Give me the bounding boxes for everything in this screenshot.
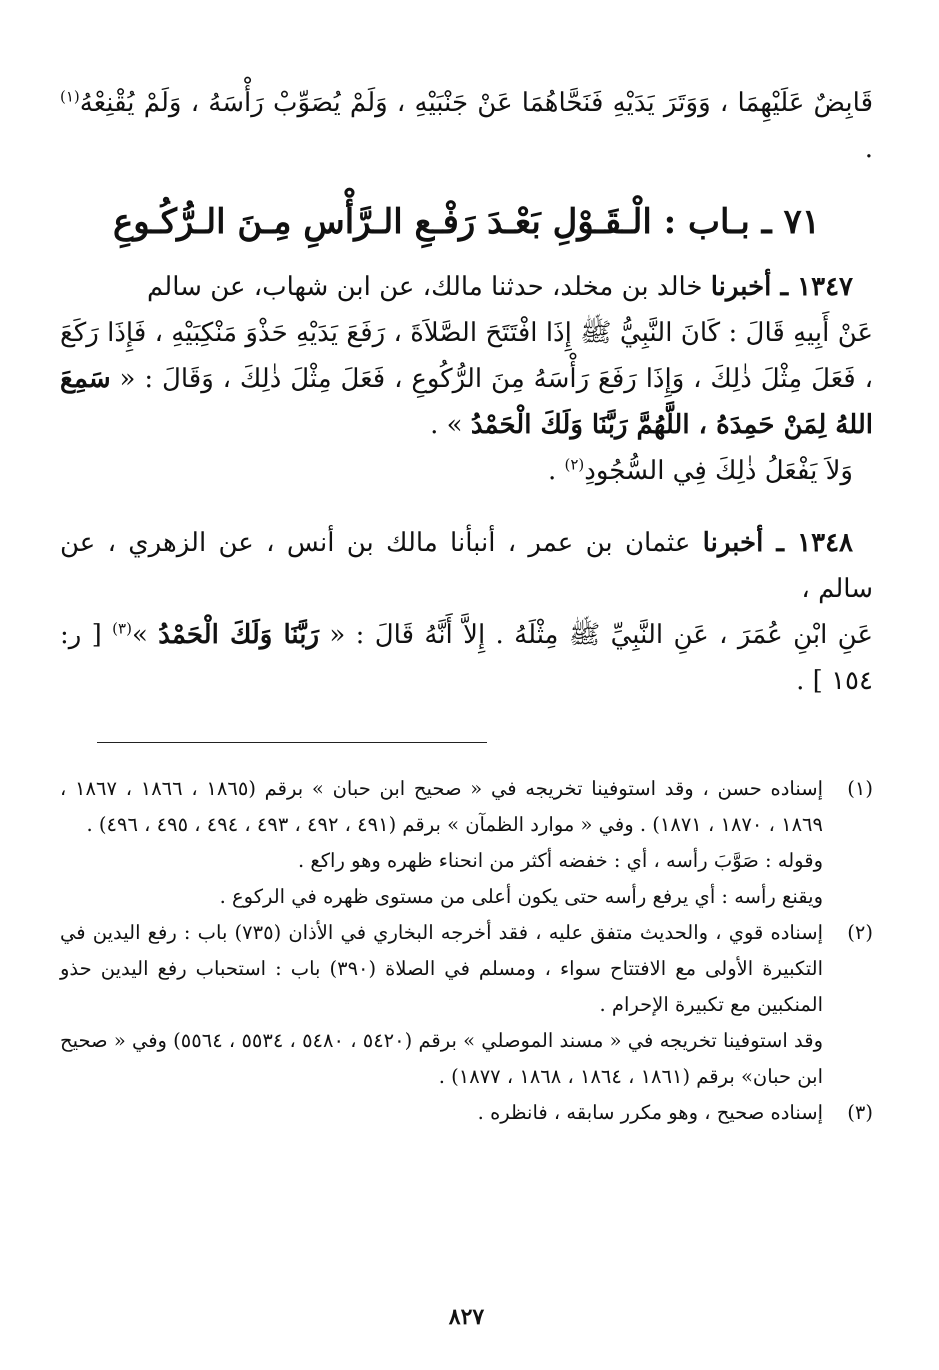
page [60,80,873,1330]
dua-text: سَمِعَ اللهُ لِمَنْ حَمِدَهُ ، اللَّهُمَّ رَبَّنَا وَلَكَ الْحَمْدُ [60,364,873,440]
footnote-number: (٣) [847,1101,873,1124]
footnote-paragraph: إسناده صحيح ، وهو مكرر سابقه ، فانظره . [477,1101,823,1124]
opening-end: . [864,134,873,164]
matn-close: » . [430,410,471,440]
hadith-number: ١٣٤٧ ـ [771,272,853,302]
footnote-3 [60,1095,873,1131]
footnote-body [60,915,823,1095]
footnote-1 [60,771,873,915]
footnote-paragraph: وقوله : صَوَّبَ رأسه ، أي : خفضه أكثر من انحناء ظهره وهو راكع . [297,849,823,872]
ikhbar-word: أخبرنا [710,272,772,302]
cross-reference: [ ر: ١٥٤ ] . [60,620,873,696]
footnote-ref-1: (١) [60,87,80,106]
footnote-ref-3: (٣) [112,619,132,638]
footnote-paragraph: إسناده حسن ، وقد استوفينا تخريجه في « صحيح ابن حبان » برقم (١٨٦٥ ، ١٨٦٦ ، ١٨٦٧ ، ١٨٦٩ ، ١٨٧٠ ، ١٨٧١) . وفي « موارد الظمآن » برقم (٤٩١ ، ٤٩٢ ، ٤٩٣ ، ٤٩٤ ، ٤٩٥ ، ٤٩٦) . [60,777,823,836]
matn-close: » [131,620,159,650]
main-text [60,80,873,704]
footnote-paragraph: وقد استوفينا تخريجه في « مسند الموصلي » برقم (٥٤٢٠ ، ٥٤٨٠ ، ٥٥٣٤ ، ٥٥٦٤) وفي « صحيح ابن حبان» برقم (١٨٦١ ، ١٨٦٤ ، ١٨٦٨ ، ١٨٧٧) . [60,1029,823,1088]
hadith-1347-isnad [60,264,873,310]
opening-paragraph [60,80,873,172]
footnote-number: (١) [847,777,873,800]
matn-text: عَنِ ابْنِ عُمَرَ ، عَنِ النَّبِيِّ ﷺ مِثْلَهُ . إِلاَّ أَنَّهُ قَالَ : « [319,620,873,650]
ikhbar-word: أخبرنا [702,528,764,558]
footnote-body [60,1095,823,1131]
matn-text: عَنْ أَبِيهِ قَالَ : كَانَ النَّبِيُّ ﷺ إِذَا افْتَتَحَ الصَّلاَةَ ، رَفَعَ يَدَيْهِ حَذْوَ مَنْكِبَيْهِ ، فَإِذَا رَكَعَ ، فَعَلَ مِثْلَ ذٰلِكَ ، وَإِذَا رَفَعَ رَأْسَهُ مِنَ الرُّكُوعِ ، فَعَلَ مِثْلَ ذٰلِكَ ، وَقَالَ : « [60,318,873,394]
footnote-ref-2: (٢) [564,455,585,474]
opening-text: قَابِضٌ عَلَيْهِمَا ، وَوَتَرَ يَدَيْهِ فَنَحَّاهُمَا عَنْ جَنْبَيْهِ ، وَلَمْ يُصَوِّبْ رَأْسَهُ ، وَلَمْ يُقْنِعْهُ [79,88,873,118]
hadith-number: ١٣٤٨ ـ [763,528,853,558]
hadith-1347-matn [60,310,873,448]
chapter-heading: ٧١ ـ بـاب : الْـقَـوْلِ بَعْـدَ رَفْـعِ الـرَّأْسِ مِـنَ الـرُّكُـوعِ [112,202,821,242]
dua-text: رَبَّنَا وَلَكَ الْحَمْدُ [158,620,320,650]
footnotes [60,771,873,1131]
hadith-1348-matn [60,612,873,704]
footnote-2 [60,915,873,1095]
page-number: ٨٢٧ [448,1304,485,1330]
footnote-separator [97,742,487,743]
footnote-body [60,771,823,915]
isnad-text: خالد بن مخلد، حدثنا مالك، عن ابن شهاب، عن سالم [147,272,711,302]
hadith-1347 [60,264,873,494]
hadith-1348-isnad [60,520,873,612]
hadith-1347-matn-end [60,448,873,494]
matn-text: وَلاَ يَفْعَلُ ذٰلِكَ فِي السُّجُودِ [584,456,853,486]
footnote-paragraph: إسناده قوي ، والحديث متفق عليه ، فقد أخرجه البخاري في الأذان (٧٣٥) باب : رفع اليدين في التكبيرة الأولى مع الافتتاح سواء ، ومسلم في الصلاة (٣٩٠) باب : استحباب رفع اليدين حذو المنكبين مع تكبيرة الإحرام . [60,921,823,1016]
matn-end: . [547,456,565,486]
hadith-1348 [60,520,873,704]
footnote-number: (٢) [847,921,873,944]
footnote-paragraph: ويقنع رأسه : أي يرفع رأسه حتى يكون أعلى من مستوى ظهره في الركوع . [219,885,823,908]
isnad-text: عثمان بن عمر ، أنبأنا مالك بن أنس ، عن الزهري ، عن سالم ، [60,528,873,604]
